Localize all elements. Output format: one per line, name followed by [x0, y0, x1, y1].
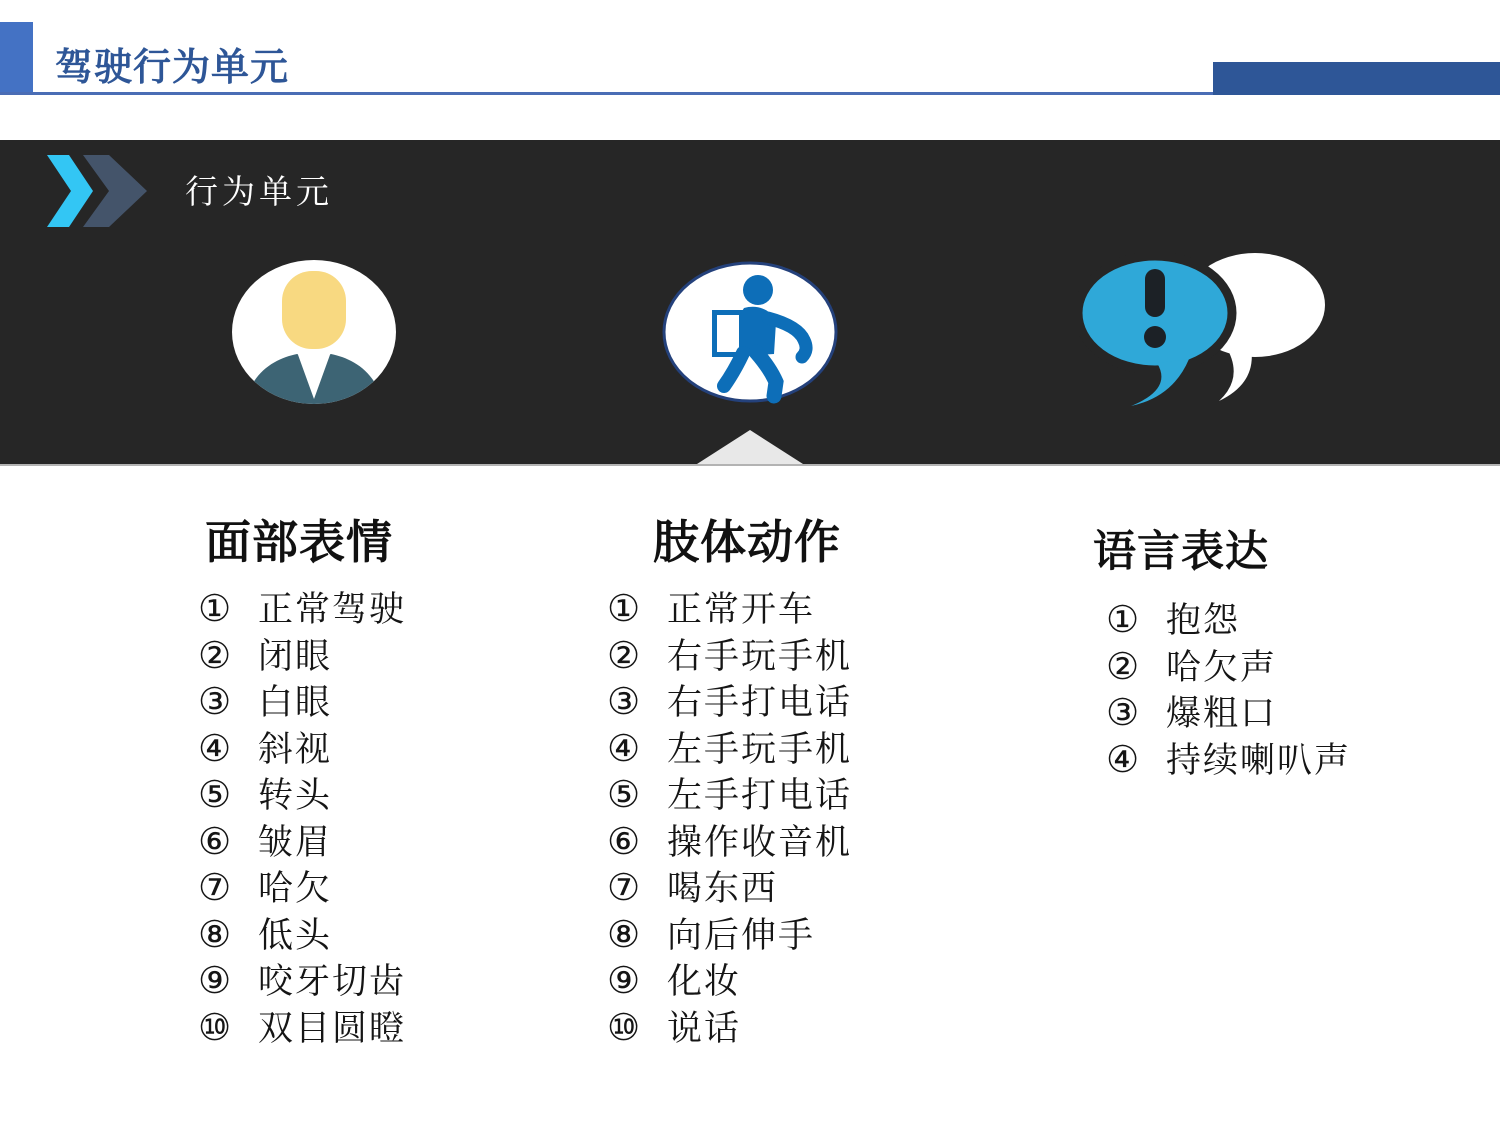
header-right-accent — [1213, 62, 1500, 95]
item-number: ⑩ — [198, 1006, 232, 1048]
list-item — [198, 958, 406, 1005]
item-number: ⑥ — [198, 820, 232, 862]
list-item — [607, 633, 852, 680]
column-title-facial: 面部表情 — [205, 516, 393, 568]
item-number: ② — [607, 634, 641, 676]
item-label: 持续喇叭声 — [1166, 740, 1352, 780]
item-number: ⑧ — [198, 913, 232, 955]
list-item — [198, 679, 406, 726]
item-number: ② — [198, 634, 232, 676]
item-label: 低头 — [258, 915, 333, 955]
item-number: ③ — [1106, 692, 1140, 733]
page-title: 驾驶行为单元 — [55, 47, 290, 89]
item-number: ① — [1106, 599, 1140, 640]
item-label: 咬牙切齿 — [258, 962, 407, 1001]
item-label: 右手打电话 — [667, 683, 853, 722]
item-label: 左手打电话 — [667, 776, 853, 815]
list-item — [607, 865, 852, 912]
column-title-language: 语言表达 — [1093, 528, 1269, 576]
column-title-body: 肢体动作 — [653, 516, 841, 568]
list-item — [198, 586, 406, 633]
item-label: 哈欠声 — [1166, 647, 1278, 687]
list-item — [198, 865, 406, 912]
item-label: 双目圆瞪 — [258, 1008, 407, 1048]
walking-person-icon — [660, 260, 840, 407]
list-item — [607, 679, 852, 726]
item-label: 闭眼 — [258, 636, 333, 676]
list-item — [1106, 597, 1351, 644]
item-label: 说话 — [667, 1008, 742, 1048]
item-number: ④ — [607, 727, 641, 769]
double-chevron-icon — [45, 155, 150, 227]
item-label: 转头 — [258, 776, 333, 815]
item-label: 抱怨 — [1166, 601, 1241, 640]
list-item — [607, 726, 852, 773]
title-accent-bar — [0, 22, 33, 93]
item-label: 右手玩手机 — [667, 636, 853, 676]
list-item — [198, 912, 406, 959]
list-item — [607, 819, 852, 866]
item-label: 化妆 — [667, 962, 742, 1001]
pointer-triangle — [697, 430, 803, 464]
item-label: 正常开车 — [667, 590, 816, 629]
list-item — [198, 819, 406, 866]
list-item — [607, 772, 852, 819]
list-item — [607, 912, 852, 959]
item-label: 操作收音机 — [667, 822, 853, 862]
item-number: ④ — [1106, 738, 1140, 780]
item-label: 白眼 — [258, 683, 333, 722]
list-item — [198, 726, 406, 773]
list-item — [198, 1005, 406, 1052]
speech-bubbles-icon — [1075, 253, 1325, 413]
item-number: ③ — [607, 681, 641, 722]
body-action-list — [607, 586, 852, 1051]
item-label: 喝东西 — [667, 869, 779, 908]
language-expression-list — [1106, 597, 1351, 783]
item-label: 爆粗口 — [1166, 694, 1278, 733]
item-number: ⑥ — [607, 820, 641, 862]
list-item — [1106, 737, 1351, 784]
list-item — [607, 586, 852, 633]
item-label: 哈欠 — [258, 869, 333, 908]
banner-label: 行为单元 — [185, 173, 333, 210]
item-number: ③ — [198, 681, 232, 722]
list-item — [1106, 690, 1351, 737]
item-number: ① — [607, 588, 641, 629]
item-number: ⑦ — [198, 867, 232, 908]
item-label: 左手玩手机 — [667, 729, 853, 769]
item-number: ⑤ — [198, 774, 232, 815]
list-item — [1106, 644, 1351, 691]
item-number: ⑩ — [607, 1006, 641, 1048]
item-label: 正常驾驶 — [258, 590, 407, 629]
item-number: ⑨ — [607, 960, 641, 1001]
list-item — [607, 1005, 852, 1052]
item-number: ⑤ — [607, 774, 641, 815]
item-number: ⑨ — [198, 960, 232, 1001]
item-number: ② — [1106, 645, 1140, 687]
list-item — [607, 958, 852, 1005]
item-label: 斜视 — [258, 729, 333, 769]
driver-avatar-icon — [231, 259, 397, 405]
item-label: 向后伸手 — [667, 915, 816, 955]
item-label: 皱眉 — [258, 822, 333, 862]
list-item — [198, 772, 406, 819]
behavior-banner — [0, 140, 1500, 466]
item-number: ⑧ — [607, 913, 641, 955]
item-number: ① — [198, 588, 232, 629]
facial-expression-list — [198, 586, 406, 1051]
item-number: ④ — [198, 727, 232, 769]
list-item — [198, 633, 406, 680]
item-number: ⑦ — [607, 867, 641, 908]
